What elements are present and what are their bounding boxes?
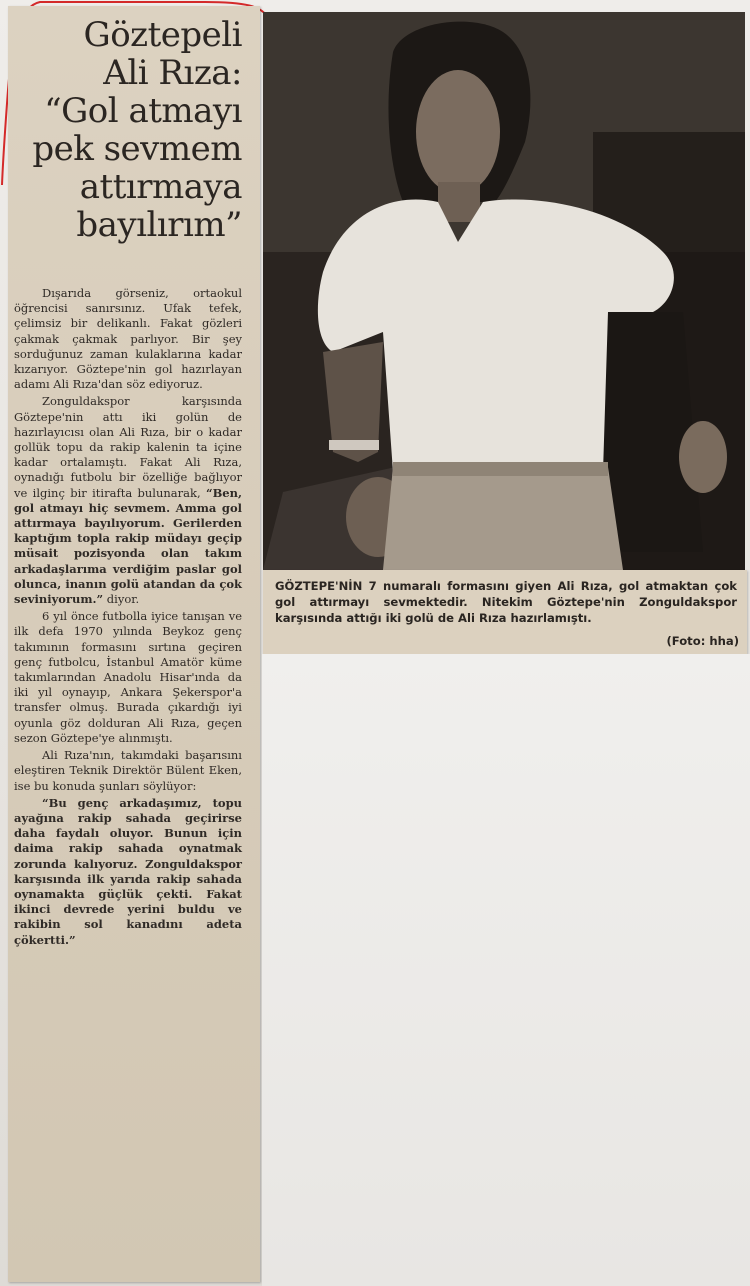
- paragraph-coach: Ali Rıza'nın, takımdaki başarısını eleştiren Teknik Direktör Bülent Eken, ise bu konuda şunları söylüyor:: [14, 748, 242, 793]
- photo-credit: (Foto: hha): [666, 634, 739, 648]
- article-body: [14, 286, 242, 950]
- quote-coach: “Bu genç arkadaşımız, topu ayağına rakip sahada geçirirse daha faydalı oluyor. Bunun için daima rakip sahada oynatmak zorunda kalıyoruz. Zonguldakspor karşısında ilk yarıda rakip sahada oynamakta güçlük çekti. Fakat ikinci devrede yerini buldu ve rakibin sol kanadını adeta çökertti.”: [14, 795, 242, 947]
- player-photo-illustration: [263, 12, 745, 570]
- quote-ali-riza: “Ben, gol atmayı hiç sevmem. Amma gol attırmaya bayılıyorum. Gerilerden kaptığım topla rakip müdayı geçip müsait pozisyonda olan takım arkadaşlarıma verdiğim paslar gol olunca, inanın golü atandan da çok seviniyorum.”: [14, 485, 242, 607]
- headline: Göztepeli Ali Rıza: “Gol atmayı pek sevmem attırmaya bayılırım”: [32, 15, 242, 245]
- blank-scrapbook-area: [262, 654, 750, 1286]
- paragraph-zonguldak: [14, 394, 242, 607]
- photo-caption-box: [263, 570, 747, 654]
- quote-ali-riza-after: diyor.: [106, 592, 140, 607]
- paragraph-intro: Dışarıda görseniz, ortaokul öğrencisi sanırsınız. Ufak tefek, çelimsiz bir delikanlı. Fakat gözleri çakmak çakmak parlıyor. Bir şey sorduğunuz zaman kulaklarına kadar kızarıyor. Göztepe'nin gol hazırlayan adamı Ali Rıza'dan söz ediyoruz.: [14, 286, 242, 392]
- paragraph-career: 6 yıl önce futbolla iyice tanışan ve ilk defa 1970 yılında Beykoz genç takımının formasını sırtına geçiren genç futbolcu, İstanbul Amatör küme takımlarından Anadolu Hisar'ında da iki yıl oynayıp, Ankara Şekerspor'a transfer olmuş. Burada çıkardığı iyi oyunla göz dolduran Ali Rıza, geçen sezon Göztepe'ye alınmıştı.: [14, 609, 242, 745]
- paragraph-zonguldak-text: Zonguldakspor karşısında Göztepe'nin attı iki golün de hazırlayıcısı olan Ali Rıza, bir o kadar gollük topu da rakip kalenin ta içine kadar ortalamıştı. Fakat Ali Rıza, oynadığı futbolu bir özelliğe bağlıyor ve ilginç bir itirafta bulunarak,: [14, 394, 242, 500]
- photo-caption: GÖZTEPE'NİN 7 numaralı formasını giyen Ali Rıza, gol atmaktan çok gol attırmayı sevmektedir. Nitekim Göztepe'nin Zonguldakspor karşısında attığı iki golü de Ali Rıza hazırlamıştı.: [275, 579, 737, 625]
- player-photo: [263, 12, 745, 570]
